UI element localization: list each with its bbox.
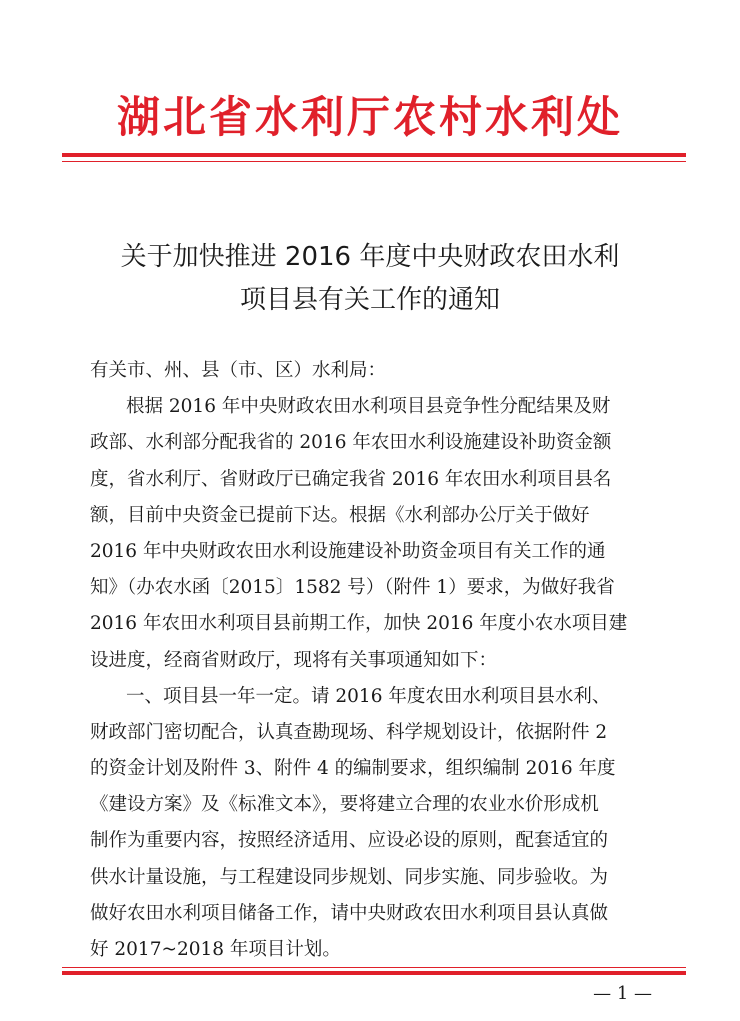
document-title-line: 项目县有关工作的通知 [239,285,500,315]
paragraph-line: 《建设方案》及《标准文本》，要将建立合理的农业水价形成机 [90,794,599,816]
paragraph-line: 2016 年农田水利项目县前期工作，加快 2016 年度小农水项目建 [90,613,628,635]
paragraph-line: 的资金计划及附件 3、附件 4 的编制要求，组织编制 2016 年度 [90,758,616,780]
document-body [90,353,665,968]
paragraph-line: 制作为重要内容，按照经济适用、应设必设的原则，配套适宜的 [90,830,609,852]
paragraph-line: 政部、水利部分配我省的 2016 年农田水利设施建设补助资金额 [90,432,612,454]
header-rule-thin [62,161,686,162]
paragraph-1 [90,389,665,679]
paragraph-2 [90,679,665,969]
paragraph-line: 度，省水利厅、省财政厅已确定我省 2016 年农田水利项目县名 [90,468,612,490]
paragraph-line: 做好农田水利项目储备工作，请中央财政农田水利项目县认真做 [90,902,609,924]
paragraph-line: 财政部门密切配合，认真查勘现场、科学规划设计，依据附件 2 [90,721,608,743]
header-rule-thick [62,153,686,157]
paragraph-line: 好 2017~2018 年项目计划。 [90,939,341,960]
paragraph-line: 一、项目县一年一定。请 2016 年度农田水利项目县水利、 [126,685,611,707]
page-number: — 1 — [593,983,652,1004]
paragraph-line: 根据 2016 年中央财政农田水利项目县竞争性分配结果及财 [126,396,611,418]
paragraph-line: 供水计量设施，与工程建设同步规划、同步实施、同步验收。为 [90,866,609,888]
paragraph-line: 设进度，经商省财政厅，现将有关事项通知如下： [90,649,498,671]
footer-rule-thick [62,971,686,975]
salutation: 有关市、州、县（市、区）水利局： [90,360,387,381]
organization-header: 湖北省水利厅农村水利处 [117,93,623,143]
paragraph-line: 2016 年中央财政农田水利设施建设补助资金项目有关工作的通 [90,540,606,562]
document-title-line: 关于加快推进 2016 年度中央财政农田水利 [120,242,620,272]
paragraph-line: 知》（办农水函〔2015〕1582 号）（附件 1）要求，为做好我省 [90,577,615,599]
paragraph-line: 额，目前中央资金已提前下达。根据《水利部办公厅关于做好 [90,504,590,526]
footer-rule-thin [62,967,686,968]
document-title [0,236,740,322]
